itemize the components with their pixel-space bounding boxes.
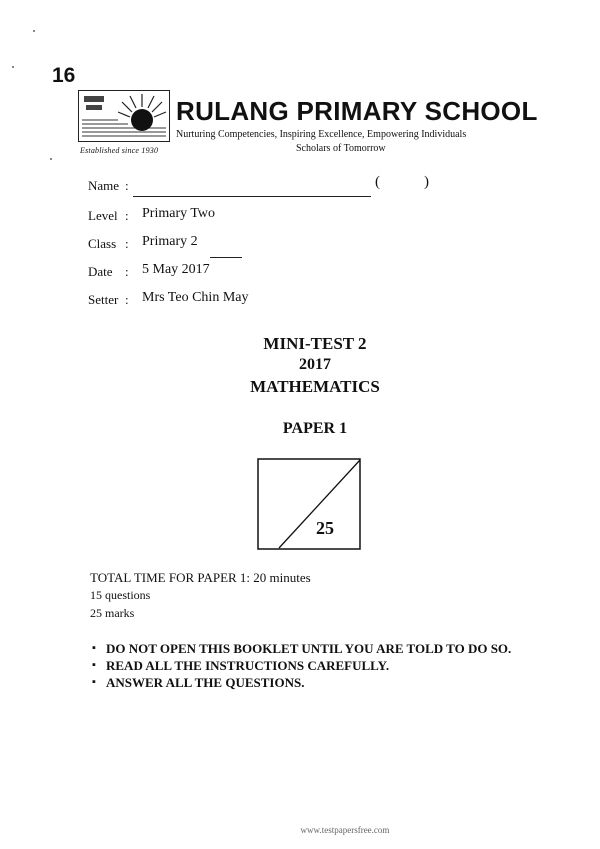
setter-separator: :: [125, 292, 129, 307]
class-label: Class: [88, 236, 117, 251]
footer-watermark: www.testpapersfree.com: [300, 825, 390, 835]
name-blank-line[interactable]: [133, 196, 371, 197]
name-separator: :: [125, 178, 129, 193]
level-label: Level: [88, 208, 118, 223]
school-motto: Nurturing Competencies, Inspiring Excellence, Empowering Individuals: [176, 129, 467, 140]
date-value: 5 May 2017: [142, 262, 210, 277]
total-time: TOTAL TIME FOR PAPER 1: 20 minutes: [90, 570, 311, 585]
paper-label: PAPER 1: [282, 420, 348, 437]
test-title: MINI-TEST 2: [263, 334, 367, 353]
register-number-paren-close: ): [424, 174, 429, 190]
date-separator: :: [125, 264, 129, 279]
scan-speck: [12, 66, 14, 68]
instructions-list: [92, 640, 546, 691]
page-number: 16: [52, 64, 76, 87]
scan-speck: [50, 158, 52, 160]
school-name: RULANG PRIMARY SCHOOL: [176, 96, 538, 126]
test-subject: MATHEMATICS: [250, 377, 380, 396]
setter-label: Setter: [88, 292, 119, 307]
name-label: Name: [88, 178, 120, 193]
school-tagline: Scholars of Tomorrow: [296, 143, 386, 154]
register-number-paren-open: (: [375, 174, 380, 190]
instruction-item: ▪ READ ALL THE INSTRUCTIONS CAREFULLY.: [92, 657, 546, 674]
scan-speck: [33, 30, 35, 32]
level-separator: :: [125, 208, 129, 223]
test-year: 2017: [299, 356, 331, 373]
setter-value: Mrs Teo Chin May: [142, 290, 249, 305]
class-value: Primary 2: [142, 234, 198, 249]
class-separator: :: [125, 236, 129, 251]
logo-caption: Established since 1930: [80, 146, 159, 155]
instruction-item: ▪ ANSWER ALL THE QUESTIONS.: [92, 674, 546, 691]
mark-count: 25 marks: [90, 606, 135, 620]
score-total: 25: [316, 518, 334, 538]
level-value: Primary Two: [142, 206, 216, 221]
date-label: Date: [88, 264, 113, 279]
school-logo: [78, 90, 170, 142]
score-box[interactable]: [257, 458, 361, 550]
question-count: 15 questions: [90, 588, 151, 602]
instruction-item: ▪ DO NOT OPEN THIS BOOKLET UNTIL YOU ARE TOLD TO DO SO.: [92, 640, 546, 657]
class-blank-line[interactable]: [210, 257, 242, 258]
